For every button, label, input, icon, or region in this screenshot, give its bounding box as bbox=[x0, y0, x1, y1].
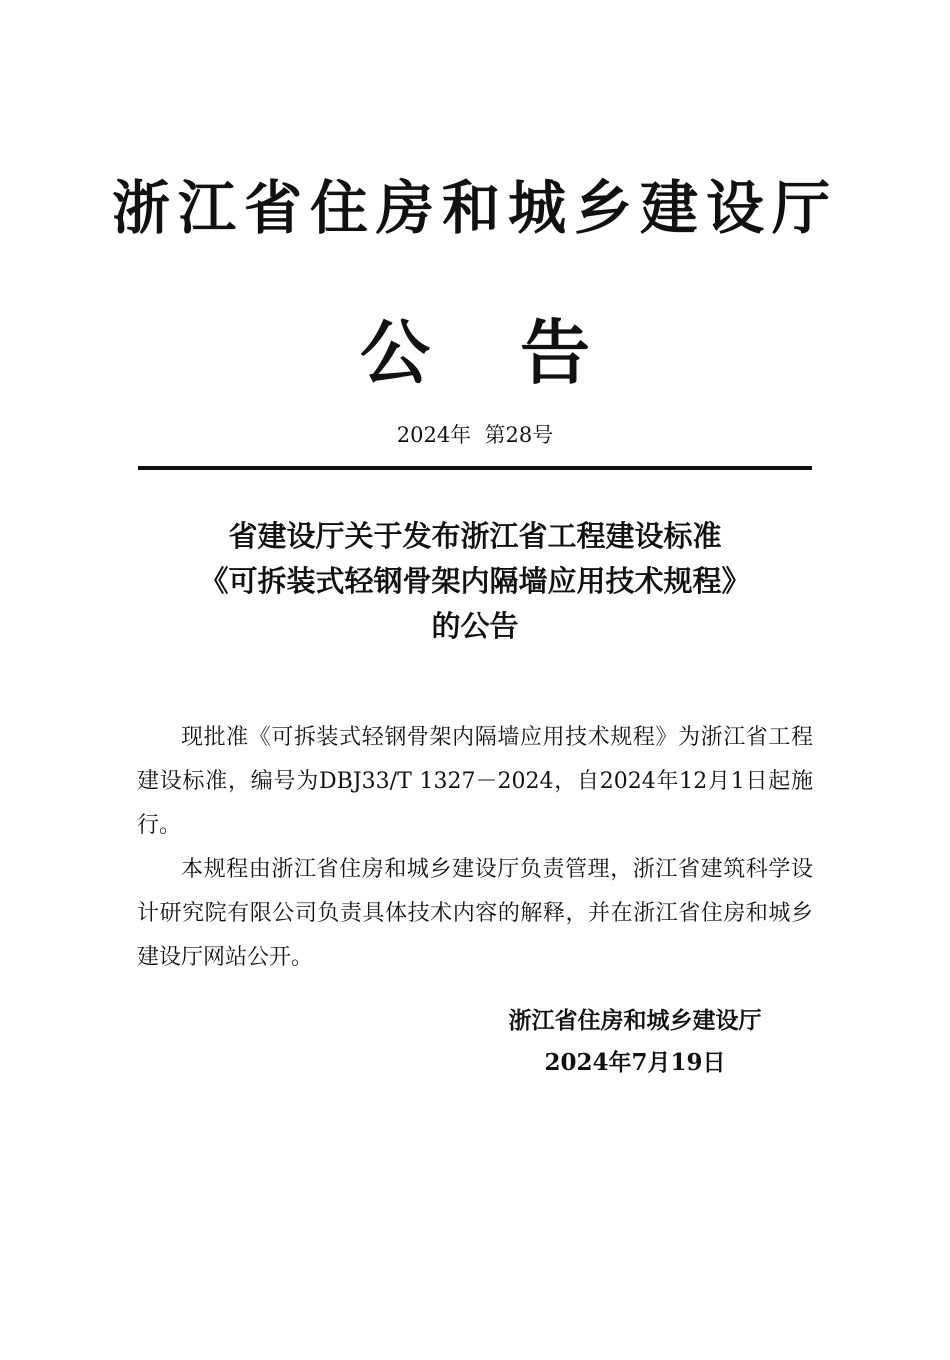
notice-body bbox=[137, 716, 813, 980]
subject-line-2: 《可拆装式轻钢骨架内隔墙应用技术规程》 bbox=[199, 564, 751, 598]
agency-title: 浙江省住房和城乡建设厅 bbox=[111, 174, 838, 242]
issue-date: 2024年7月19日 bbox=[544, 1049, 726, 1076]
notice-subject bbox=[0, 514, 950, 649]
header-divider bbox=[138, 466, 812, 470]
body-paragraph-1: 现批准《可拆装式轻钢骨架内隔墙应用技术规程》为浙江省工程建设标准，编号为DBJ33/T 1327－2024，自2024年12月1日起施行。 bbox=[137, 725, 813, 838]
body-paragraph-2: 本规程由浙江省住房和城乡建设厅负责管理，浙江省建筑科学设计研究院有限公司负责具体技术内容的解释，并在浙江省住房和城乡建设厅网站公开。 bbox=[137, 857, 813, 970]
issuer-name: 浙江省住房和城乡建设厅 bbox=[508, 1007, 762, 1034]
document-number: 2024年 第28号 bbox=[396, 423, 554, 447]
notice-heading: 公告 bbox=[360, 311, 680, 394]
signature-block bbox=[470, 1000, 800, 1084]
subject-line-3: 的公告 bbox=[431, 609, 519, 643]
subject-line-1: 省建设厅关于发布浙江省工程建设标准 bbox=[228, 519, 722, 553]
